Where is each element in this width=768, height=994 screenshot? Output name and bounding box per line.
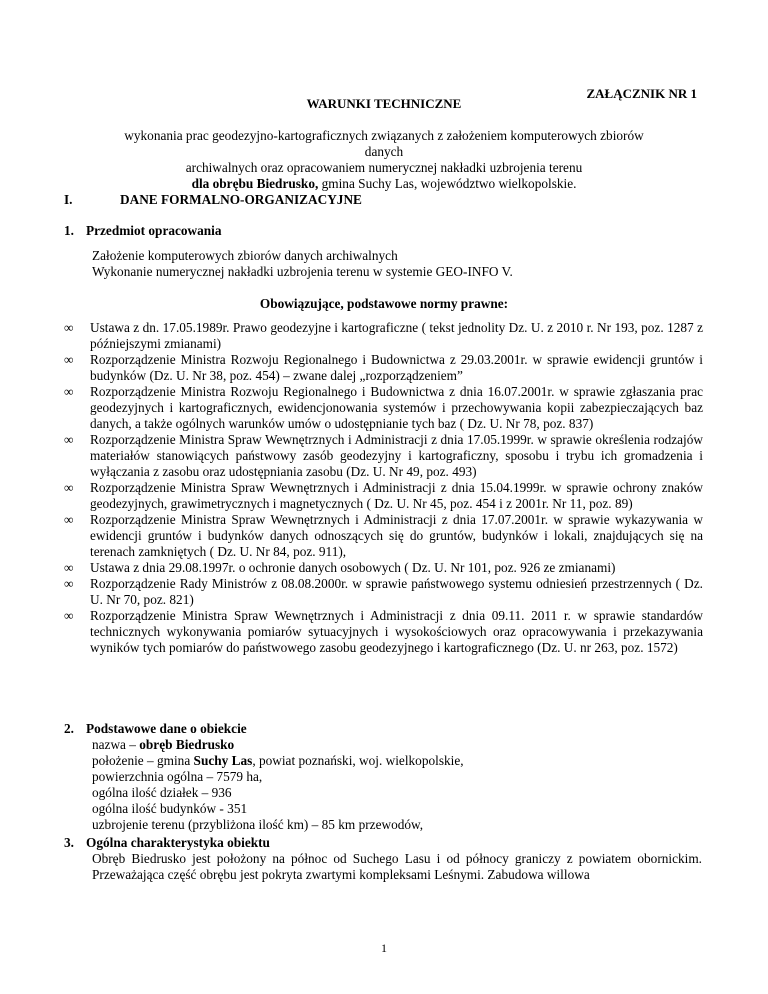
object-parcels: ogólna ilość działek – 936 <box>92 785 232 800</box>
subject-line-1: Założenie komputerowych zbiorów danych archiwalnych <box>92 248 398 263</box>
document-title: WARUNKI TECHNICZNE <box>306 96 462 111</box>
section-title: DANE FORMALNO-ORGANIZACYJNE <box>120 192 362 207</box>
object-area: powierzchnia ogólna – 7579 ha, <box>92 769 263 784</box>
intro-paragraph <box>110 128 658 192</box>
norm-item <box>64 432 703 480</box>
object-name: nazwa – obręb Biedrusko <box>92 737 235 752</box>
subsection-number: 3. <box>64 835 74 850</box>
norm-text: Rozporządzenie Rady Ministrów z 08.08.2000r. w sprawie państwowego systemu odniesień przestrzennych ( Dz. U. Nr 70, poz. 821) <box>90 576 703 607</box>
subsection-title: Podstawowe dane o obiekcie <box>86 721 247 736</box>
intro-rest: gmina Suchy Las, województwo wielkopolskie. <box>318 176 577 191</box>
norm-text: Rozporządzenie Ministra Spraw Wewnętrznych i Administracji z dnia 17.05.1999r. w sprawie określenia rodzajów materiałów stanowiących państwowy zasób geodezyjny i kartograficzny, sposobu i trybu ich gromadzenia i wyłączania z zasobu oraz udostępniania zasobu (Dz. U. Nr 49, poz. 493) <box>90 432 703 479</box>
infinity-bullet-icon: ∞ <box>64 608 74 623</box>
subsection-heading-1 <box>64 223 222 239</box>
norm-text: Rozporządzenie Ministra Rozwoju Regionalnego i Budownictwa z 29.03.2001r. w sprawie ewidencji gruntów i budynków (Dz. U. Nr 38, poz. 454) – zwane dalej „rozporządzeniem” <box>90 352 703 383</box>
subsection-title: Ogólna charakterystyka obiektu <box>86 835 270 850</box>
subsection-heading-3 <box>64 835 270 851</box>
intro-line-2: archiwalnych oraz opracowaniem numerycznej nakładki uzbrojenia terenu <box>185 160 583 175</box>
infinity-bullet-icon: ∞ <box>64 320 74 335</box>
norm-text: Rozporządzenie Ministra Spraw Wewnętrznych i Administracji z dnia 17.07.2001r. w sprawie wykazywania w ewidencji gruntów i budynków danych odnoszących się do gruntów, budynków i lokali, znajdujących się na terenach zamkniętych ( Dz. U. Nr 84, poz. 911), <box>90 512 703 559</box>
norm-text: Rozporządzenie Ministra Rozwoju Regionalnego i Budownictwa z dnia 16.07.2001r. w sprawie zgłaszania prac geodezyjnych i kartograficznych, ewidencjonowania systemów i przechowywania kopii zabezpieczających baz danych, a także ogólnych warunków umów o udostępnianie tych baz ( Dz. U. Nr 78, poz. 837) <box>90 384 703 431</box>
norm-text: Rozporządzenie Ministra Spraw Wewnętrznych i Administracji z dnia 15.04.1999r. w sprawie ochrony znaków geodezyjnych, grawimetrycznych i magnetycznych ( Dz. U. Nr 45, poz. 454 i z 2001r. Nr 11, poz. 89) <box>90 480 703 511</box>
norm-text: Rozporządzenie Ministra Spraw Wewnętrznych i Administracji z dnia 09.11. 2011 r. w sprawie standardów technicznych wykonywania pomiarów sytuacyjnych i wysokościowych oraz opracowywania i przekazywania wyników tych pomiarów do państwowego zasobu geodezyjnego i kartograficznego (Dz. U. nr 263, poz. 1572) <box>90 608 703 655</box>
subsection-heading-2 <box>64 721 247 737</box>
norm-item <box>64 576 703 608</box>
norm-item <box>64 480 703 512</box>
infinity-bullet-icon: ∞ <box>64 560 74 575</box>
object-buildings: ogólna ilość budynków - 351 <box>92 801 248 816</box>
section-heading-1 <box>64 192 362 208</box>
norms-title: Obowiązujące, podstawowe normy prawne: <box>259 296 509 311</box>
annex-label: ZAŁĄCZNIK NR 1 <box>586 86 697 101</box>
object-location: położenie – gmina Suchy Las, powiat poznański, woj. wielkopolskie, <box>92 753 464 768</box>
object-utilities: uzbrojenie terenu (przybliżona ilość km) – 85 km przewodów, <box>92 817 424 832</box>
subsection-number: 2. <box>64 721 74 736</box>
norms-list <box>64 320 703 656</box>
norm-item <box>64 560 703 576</box>
infinity-bullet-icon: ∞ <box>64 352 74 367</box>
intro-line-1: wykonania prac geodezyjno-kartograficznych związanych z założeniem komputerowych zbiorów danych <box>124 128 644 159</box>
infinity-bullet-icon: ∞ <box>64 512 74 527</box>
norm-item <box>64 608 703 656</box>
norm-item <box>64 352 703 384</box>
object-description: Obręb Biedrusko jest położony na północ od Suchego Lasu i od północy graniczy z powiatem obornickim. Przeważająca część obrębu jest pokryta zwartymi kompleksami Leśnymi. Zabudowa willowa <box>92 851 702 882</box>
subsection-title: Przedmiot opracowania <box>86 223 222 238</box>
norm-text: Ustawa z dnia 29.08.1997r. o ochronie danych osobowych ( Dz. U. Nr 101, poz. 926 ze zmianami) <box>90 560 616 575</box>
subject-block <box>92 248 702 280</box>
infinity-bullet-icon: ∞ <box>64 432 74 447</box>
infinity-bullet-icon: ∞ <box>64 480 74 495</box>
intro-line-3 <box>110 176 658 192</box>
infinity-bullet-icon: ∞ <box>64 384 74 399</box>
intro-bold: dla obrębu Biedrusko, <box>191 176 319 191</box>
infinity-bullet-icon: ∞ <box>64 576 74 591</box>
section-number: I. <box>64 192 73 207</box>
norm-item <box>64 320 703 352</box>
norm-text: Ustawa z dn. 17.05.1989r. Prawo geodezyjne i kartograficzne ( tekst jednolity Dz. U. z 2010 r. Nr 193, poz. 1287 z późniejszymi zmianami) <box>90 320 703 351</box>
page-number: 1 <box>381 941 387 955</box>
subsection-number: 1. <box>64 223 74 238</box>
subject-line-2: Wykonanie numerycznej nakładki uzbrojenia terenu w systemie GEO-INFO V. <box>92 264 513 279</box>
norm-item <box>64 512 703 560</box>
object-data-block <box>92 737 702 833</box>
norm-item <box>64 384 703 432</box>
